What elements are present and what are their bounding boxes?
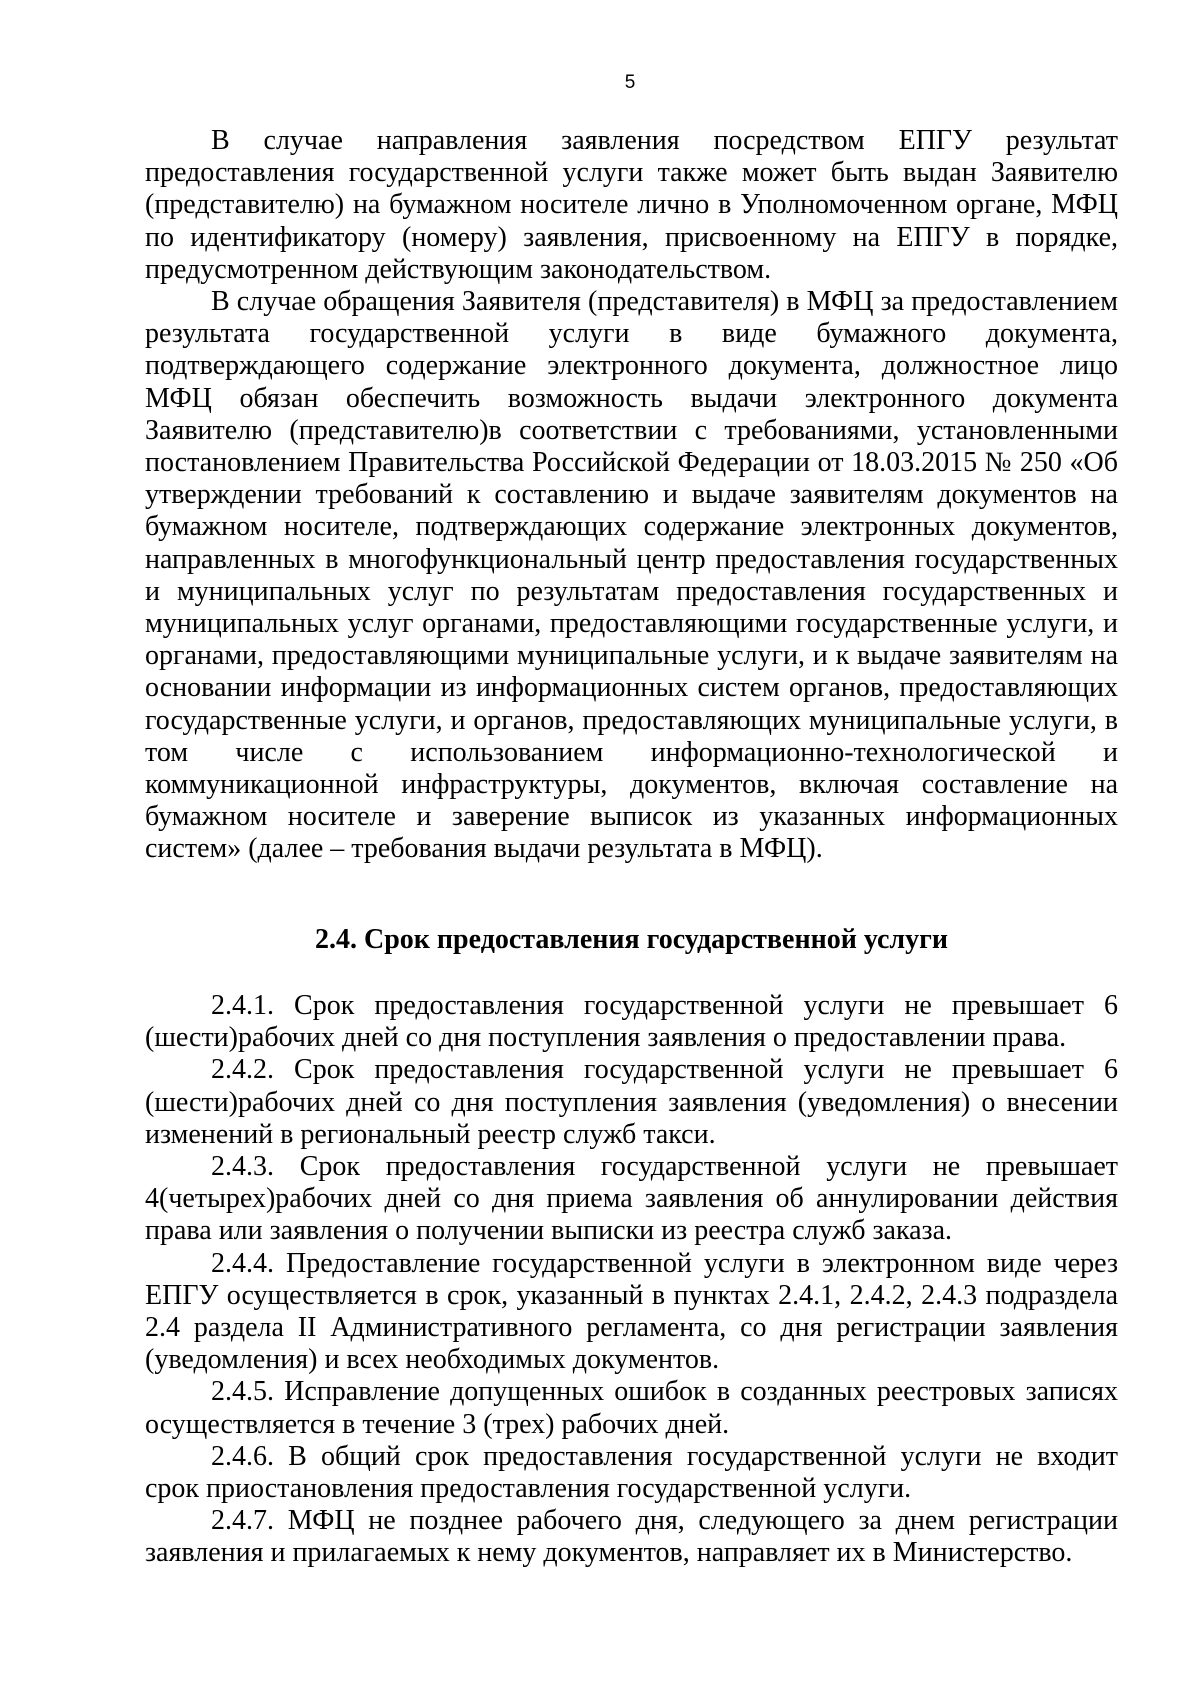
paragraph-2-4-5: 2.4.5. Исправление допущенных ошибок в созданных реестровых записях осуществляется в течение 3 (трех) рабочих дней. [145,1376,1118,1440]
section-2-4-text-block [145,990,1118,1570]
paragraph-2-4-3: 2.4.3. Срок предоставления государственной услуги не превышает 4(четырех)рабочих дней со дня приема заявления об аннулировании действия права или заявления о получении выписки из реестра служб заказа. [145,1151,1118,1247]
paragraph-2-4-1: 2.4.1. Срок предоставления государственной услуги не превышает 6 (шести)рабочих дней со дня поступления заявления о предоставлении права. [145,990,1118,1054]
paragraph-2-4-4: 2.4.4. Предоставление государственной услуги в электронном виде через ЕПГУ осуществляется в срок, указанный в пунктах 2.4.1, 2.4.2, 2.4.3 подраздела 2.4 раздела II Административного регламента, со дня регистрации заявления (уведомления) и всех необходимых документов. [145,1247,1118,1376]
paragraph-2-4-6: 2.4.6. В общий срок предоставления государственной услуги не входит срок приостановления предоставления государственной услуги. [145,1440,1118,1505]
paragraph-2-4-2: 2.4.2. Срок предоставления государственной услуги не превышает 6 (шести)рабочих дней со дня поступления заявления (уведомления) о внесении изменений в региональный реестр служб такси. [145,1054,1118,1150]
paragraph-2-4-7: 2.4.7. МФЦ не позднее рабочего дня, следующего за днем регистрации заявления и прилагаемых к нему документов, направляет их в Министерство. [145,1505,1118,1569]
page-number: 5 [624,72,636,93]
section-heading-2-4: 2.4. Срок предоставления государственной услуги [315,924,948,955]
paragraph-mfc-paper-document: В случае обращения Заявителя (представителя) в МФЦ за предоставлением результата государственной услуги в виде бумажного документа, подтверждающего содержание электронного документа, должностное лицо МФЦ обязан обеспечить возможность выдачи электронного документа Заявителю (представителю)в соответствии с требованиями, установленными постановлением Правительства Российской Федерации от 18.03.2015 № 250 «Об утверждении требований к составлению и выдаче заявителям документов на бумажном носителе, подтверждающих содержание электронных документов, направленных в многофункциональный центр предоставления государственных и муниципальных услуг по результатам предоставления государственных и муниципальных услуг органами, предоставляющими государственные услуги, и органами, предоставляющими муниципальные услуги, и к выдаче заявителям на основании информации из информационных систем органов, предоставляющих государственные услуги, и органов, предоставляющих муниципальные услуги, в том числе с использованием информационно-технологической и коммуникационной инфраструктуры, документов, включая составление на бумажном носителе и заверение выписок из указанных информационных систем» (далее – требования выдачи результата в МФЦ). [145,286,1118,865]
intro-text-block [145,125,1118,866]
paragraph-epgu-paper-result: В случае направления заявления посредством ЕПГУ результат предоставления государственной услуги также может быть выдан Заявителю (представителю) на бумажном носителе лично в Уполномоченном органе, МФЦ по идентификатору (номеру) заявления, присвоенному на ЕПГУ в порядке, предусмотренном действующим законодательством. [145,125,1118,285]
